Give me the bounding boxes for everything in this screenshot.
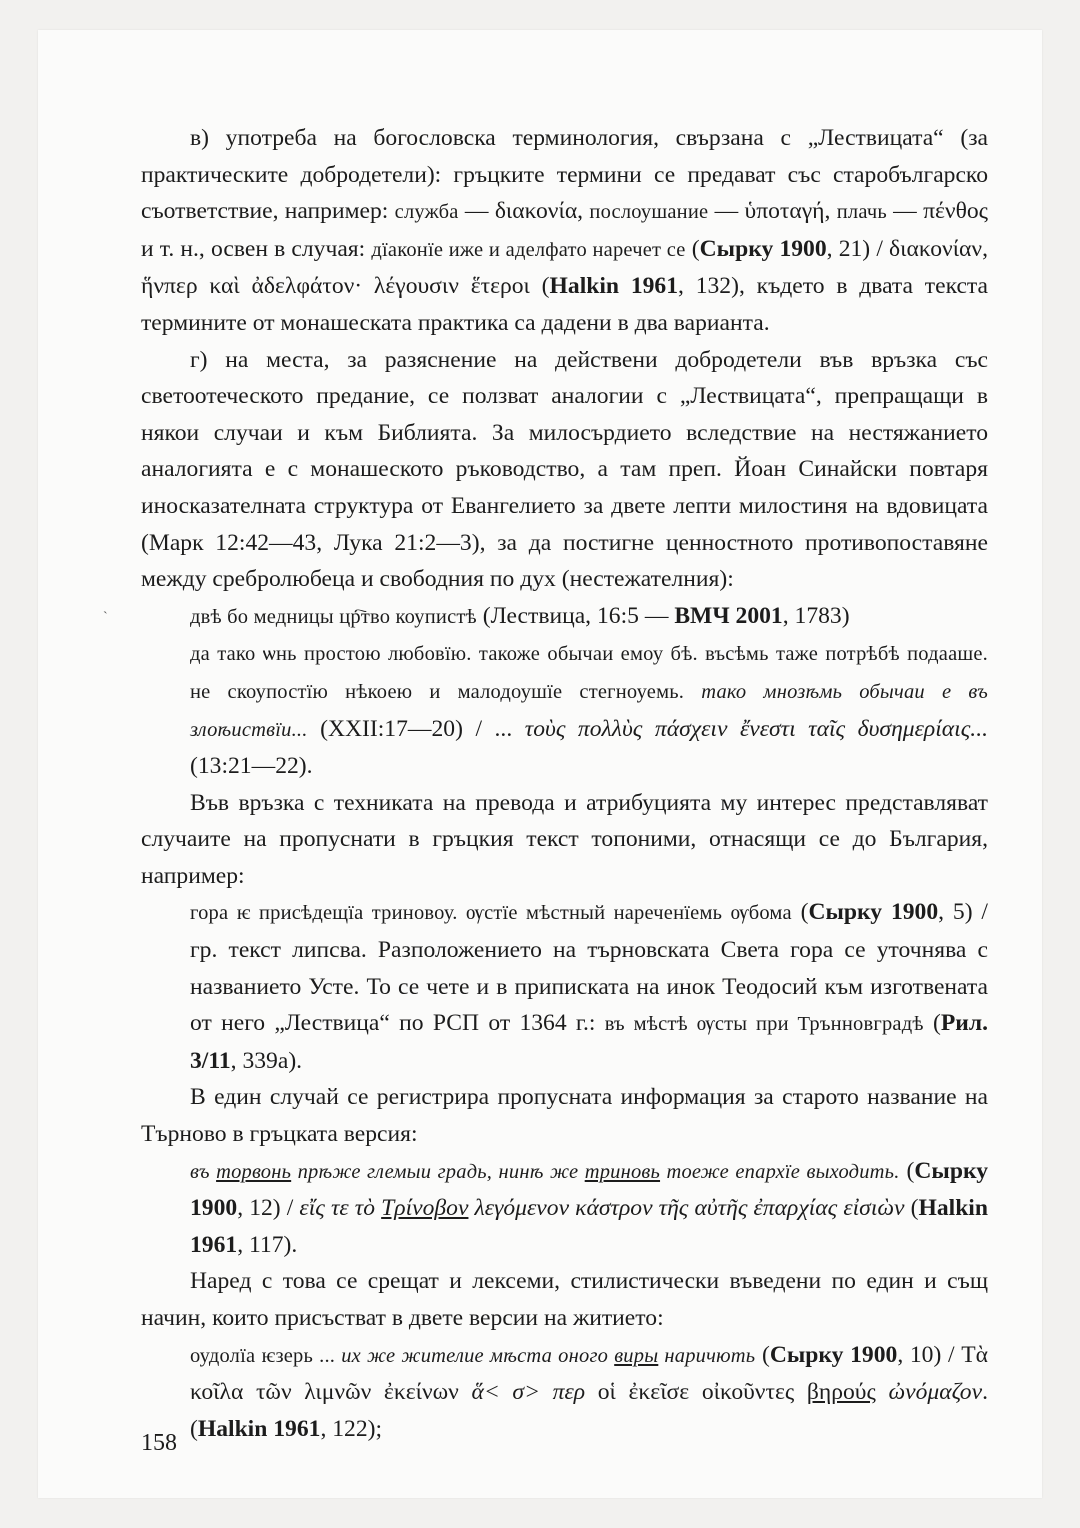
church-slavonic-term: служба: [394, 201, 459, 224]
page-number: 158: [141, 1430, 177, 1456]
church-slavonic-quote-italic: наричють: [658, 1344, 756, 1367]
text-run: (: [685, 235, 700, 262]
page-body: [141, 120, 988, 1447]
church-slavonic-term: послоушание: [589, 201, 709, 224]
book-page: [38, 30, 1042, 1498]
underlined-toponym: торвонь: [216, 1160, 292, 1183]
underlined-lexeme: βηρούς: [806, 1379, 876, 1406]
text-run: — ὑποταγή,: [708, 198, 837, 225]
text-run: г) на места, за разяснение на действени добродетели във връзка със светоотеческото предание, се ползват аналогии с „Лествицата“, препращащи в някои случаи и към Библията. За милосърдието вследствие на нестяжанието аналогията е с монашеското ръководство, а там преп. Йоан Синайски повтаря иносказателната структура от Евангелието за двете лепти милостиня на вдовицата (Марк 12:42—43, Лука 21:2—3), за да постигне ценностното противопоставяне между сребролюбеца и свободния по дух (нестежателния):: [141, 346, 988, 593]
citation-source: Halkin 1961: [549, 273, 679, 300]
citation-source: Сырку 1900: [769, 1341, 898, 1368]
paragraph-v: [141, 120, 988, 342]
text-run: (13:21—22).: [190, 753, 313, 780]
text-run: (: [923, 1010, 941, 1037]
church-slavonic-term: плачь: [836, 201, 887, 224]
text-run: , 10) / Τὰ κοῖλα τῶν λιμνῶν ἐκείνων: [190, 1341, 988, 1406]
text-run: (: [904, 1195, 919, 1222]
quote-ladder: [141, 598, 988, 636]
church-slavonic-quote: въ мѣстѣ ѹсты при Трънновградѣ: [604, 1013, 924, 1036]
greek-quote: εἴς τε τὸ: [299, 1195, 382, 1222]
paragraph-toponyms: [141, 785, 988, 895]
paragraph-tarnovo: [141, 1079, 988, 1152]
church-slavonic-quote-italic: их же жителие мѣста оного: [341, 1344, 615, 1367]
paragraph-g: [141, 342, 988, 598]
text-run: , 117).: [237, 1231, 298, 1258]
text-run: , 12) /: [237, 1195, 300, 1222]
church-slavonic-quote: гора ѥ присѣдещїа триновоу. ѹстїе мѣстный нареченїемь ѹбома: [190, 902, 792, 925]
text-run: οἱ ἐκεῖσε οἰκοῦντες: [585, 1379, 807, 1406]
text-run: В един случай се регистрира пропусната информация за старото название на Търново в гръцката версия:: [141, 1084, 988, 1148]
text-run: (Лествица, 16:5 —: [476, 602, 675, 629]
greek-quote: ὠνόμαζον: [888, 1379, 983, 1406]
underlined-toponym: Τρίνοβον: [381, 1195, 469, 1222]
church-slavonic-quote-italic: прѣже глемыи градь, нинѣ же: [291, 1160, 585, 1183]
citation-source: Halkin 1961: [197, 1415, 321, 1442]
text-run: , 1783): [782, 602, 850, 629]
text-run: — διακονία,: [458, 198, 590, 225]
church-slavonic-quote: да тако ѡнь простою любовїю. такоже обычаи емоу бѣ. въсѣмь таже потрѣбѣ подааше. не скоупостїю нѣкоею и малодоушїе стегноуемь.: [190, 643, 988, 703]
citation-source: Рил. 3/11: [190, 1010, 988, 1074]
underlined-toponym: триновь: [584, 1160, 661, 1183]
greek-quote: τοὺς πολλὺς πάσχειν ἔνεστι ταῖς δυσημερίαις...: [524, 715, 988, 742]
text-run: (: [899, 1157, 915, 1184]
church-slavonic-quote: оудолїа ѥзерь ...: [190, 1344, 342, 1367]
quote-ouste: [141, 894, 988, 1079]
text-run: . (: [190, 1379, 988, 1442]
text-run: , 132), където в двата текста термините от монашеската практика са дадени в два варианта.: [141, 273, 988, 336]
text-run: Във връзка с техниката на превода и атрибуцията му интерес представляват случаите на пропуснати в гръцкия текст топоними, отнасящи се до България, например:: [141, 789, 988, 889]
greek-quote: λεγόμενον κάστρον τῆς αὐτῆς ἐπαρχίας εἰσιὼν: [468, 1195, 905, 1222]
church-slavonic-quote: дїаконїе иже и аделфато наречет се: [371, 238, 686, 261]
text-run: , 339а).: [230, 1047, 303, 1074]
quote-tarnovo: [141, 1153, 988, 1264]
quote-viry: [141, 1337, 988, 1448]
text-run: , 122);: [320, 1415, 383, 1442]
quote-almsgiving: [141, 635, 988, 784]
text-run: — πένθος и т. н., освен в случая:: [141, 198, 989, 262]
church-slavonic-quote-italic: въ: [190, 1160, 217, 1183]
text-run: (: [755, 1341, 770, 1368]
stray-mark: `: [103, 610, 108, 625]
text-run: (: [791, 899, 809, 926]
citation-source: Сырку 1900: [699, 235, 827, 262]
text-run: в) употреба на богословска терминология, свързана с „Лествицата“ (за практическите добродетели): гръцките термини се предават със старобългарско съответствие, например:: [141, 125, 988, 225]
text-run: , 5) / гр. текст липсва. Разположението на търновската Света гора се уточнява с названието Усте. То се чете и в приписката на инок Теодосий към изготвената от него „Лествица“ по РСП от 1364 г.:: [190, 899, 988, 1037]
text-run: [876, 1379, 889, 1405]
underlined-lexeme: виры: [614, 1344, 659, 1367]
church-slavonic-quote-italic: тоеже епархїе выходить.: [660, 1160, 900, 1183]
text-run: (XXII:17—20) / ...: [307, 715, 525, 742]
church-slavonic-quote-italic: тако мнозѣмь обычаи е въ злоѣиствїи...: [190, 680, 988, 741]
citation-source: Сырку 1900: [808, 899, 939, 926]
paragraph-lexemes: [141, 1263, 988, 1336]
text-run: Наред с това се срещат и лексеми, стилистически въведени по един и същ начин, които присъстват в двете версии на житието:: [141, 1268, 988, 1331]
citation-source: Halkin 1961: [190, 1195, 988, 1258]
greek-quote: ἅ< σ> περ: [471, 1379, 586, 1406]
church-slavonic-quote: двѣ бо медницы цр҇тво коупистѣ: [190, 605, 477, 628]
text-run: , 21) / διακονίαν, ἥνπερ καὶ ἀδελφάτον· λέγουσιν ἕτεροι (: [141, 235, 988, 300]
citation-source: ВМЧ 2001: [674, 602, 783, 629]
citation-source: Сырку 1900: [190, 1157, 989, 1222]
